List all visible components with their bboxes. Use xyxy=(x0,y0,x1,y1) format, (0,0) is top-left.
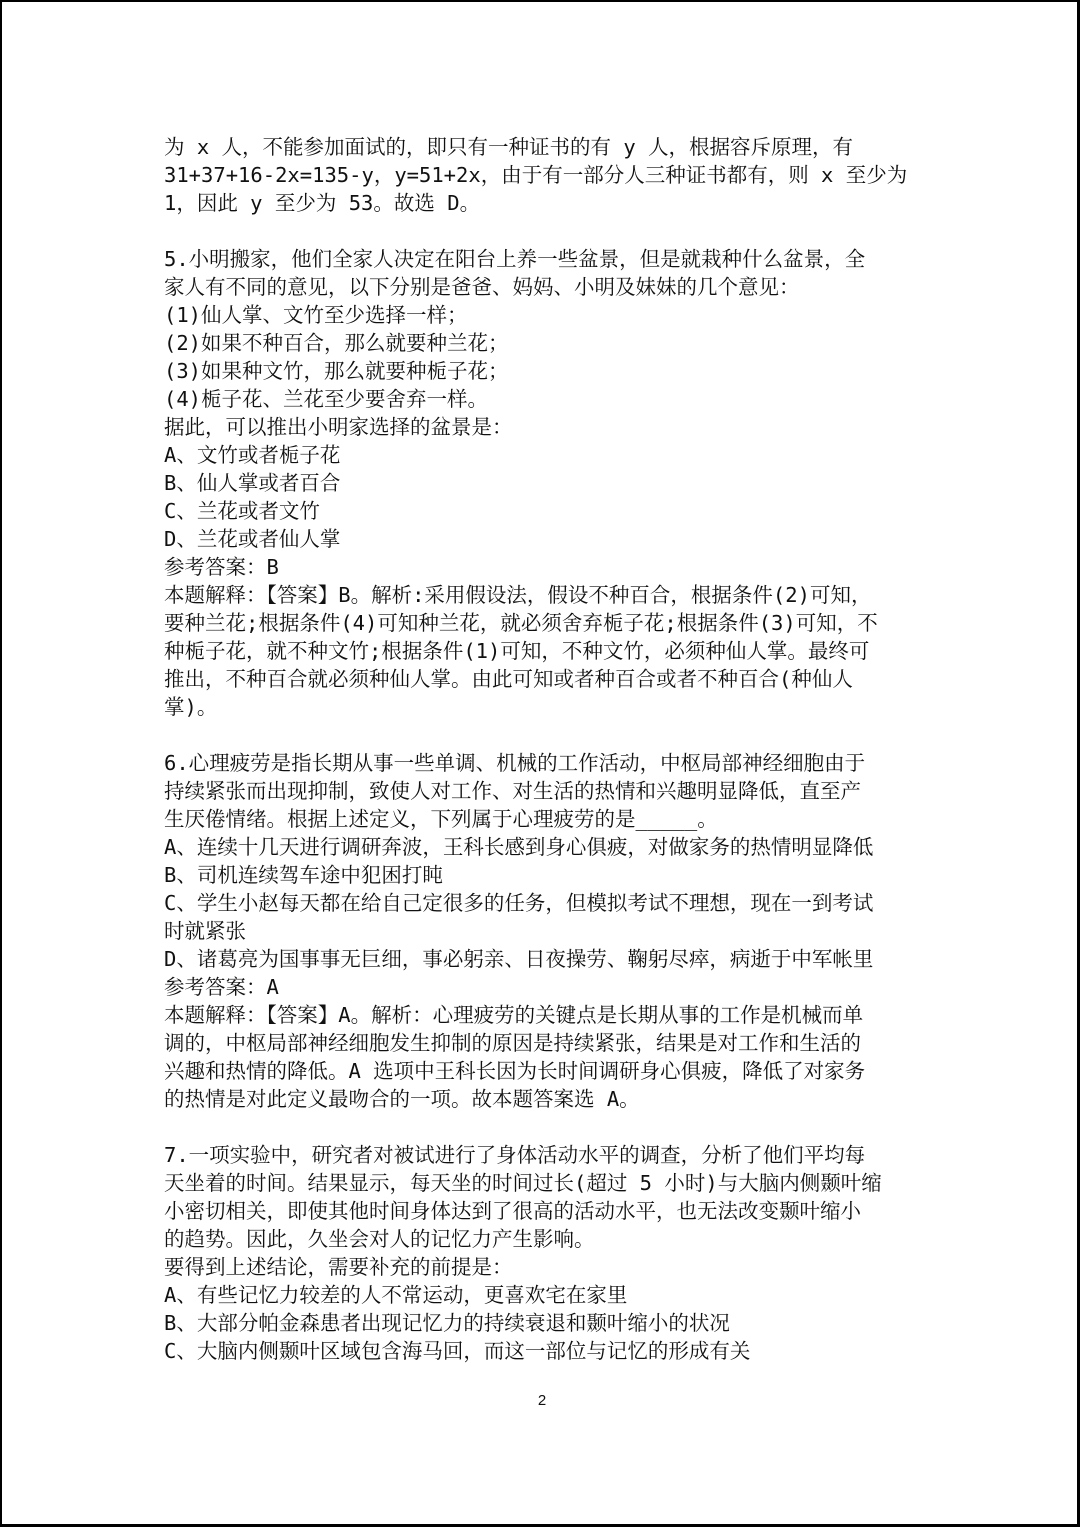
option-b: B、司机连续驾车途中犯困打盹 xyxy=(164,863,443,887)
text-line: 的热情是对此定义最吻合的一项。故本题答案选 A。 xyxy=(164,1087,640,1111)
explanation xyxy=(164,581,924,721)
page-content xyxy=(164,133,924,1365)
text-line: 的趋势。因此，久坐会对人的记忆力产生影响。 xyxy=(164,1227,595,1251)
page-number: 2 xyxy=(537,1392,547,1409)
text-line: 种栀子花，就不种文竹;根据条件(1)可知，不种文竹，必须种仙人掌。最终可 xyxy=(164,639,870,663)
text-line: 调的，中枢局部神经细胞发生抑制的原因是持续紧张，结果是对工作和生活的 xyxy=(164,1031,861,1055)
option-b: B、大部分帕金森患者出现记忆力的持续衰退和颞叶缩小的状况 xyxy=(164,1311,730,1335)
reference-answer: 参考答案：A xyxy=(164,975,279,999)
text-line: 5.小明搬家，他们全家人决定在阳台上养一些盆景，但是就栽种什么盆景，全 xyxy=(164,247,866,271)
text-line: 要种兰花;根据条件(4)可知种兰花，就必须舍弃栀子花;根据条件(3)可知，不 xyxy=(164,611,878,635)
option-a: A、连续十几天进行调研奔波，王科长感到身心俱疲，对做家务的热情明显降低 xyxy=(164,835,874,859)
paragraph-gap xyxy=(164,217,924,245)
text-line: 生厌倦情绪。根据上述定义，下列属于心理疲劳的是_____。 xyxy=(164,807,718,831)
text-line: 本题解释：【答案】A。解析：心理疲劳的关键点是长期从事的工作是机械而单 xyxy=(164,1003,864,1027)
text-line: 持续紧张而出现抑制，致使人对工作、对生活的热情和兴趣明显降低，直至产 xyxy=(164,779,861,803)
question-stem xyxy=(164,1141,924,1281)
text-line: 天坐着的时间。结果显示，每天坐的时间过长(超过 5 小时)与大脑内侧颞叶缩 xyxy=(164,1171,882,1195)
question-stem xyxy=(164,245,924,441)
condition-1: (1)仙人掌、文竹至少选择一样； xyxy=(164,303,468,327)
text-line: 1，因此 y 至少为 53。故选 D。 xyxy=(164,191,481,215)
question-prompt: 要得到上述结论，需要补充的前提是： xyxy=(164,1255,513,1279)
option-d: D、诸葛亮为国事事无巨细，事必躬亲、日夜操劳、鞠躬尽瘁，病逝于中军帐里 xyxy=(164,947,874,971)
text-line: 小密切相关，即使其他时间身体达到了很高的活动水平，也无法改变颞叶缩小 xyxy=(164,1199,861,1223)
option-c: C、大脑内侧颞叶区域包含海马回，而这一部位与记忆的形成有关 xyxy=(164,1339,751,1363)
option-d: D、兰花或者仙人掌 xyxy=(164,527,341,551)
text-line: 掌)。 xyxy=(164,695,218,719)
question-options xyxy=(164,441,924,553)
question-options xyxy=(164,1281,924,1365)
text-line: 7.一项实验中，研究者对被试进行了身体活动水平的调查，分析了他们平均每 xyxy=(164,1143,866,1167)
question-stem xyxy=(164,749,924,833)
text-line: 为 x 人，不能参加面试的，即只有一种证书的有 y 人，根据容斥原理，有 xyxy=(164,135,854,159)
question-7 xyxy=(164,1141,924,1365)
paragraph-gap xyxy=(164,1113,924,1141)
option-c: C、兰花或者文竹 xyxy=(164,499,320,523)
text-line: 本题解释：【答案】B。解析:采用假设法，假设不种百合，根据条件(2)可知， xyxy=(164,583,872,607)
explanation xyxy=(164,1001,924,1113)
condition-2: (2)如果不种百合，那么就要种兰花； xyxy=(164,331,509,355)
text-line: 家人有不同的意见，以下分别是爸爸、妈妈、小明及妹妹的几个意见： xyxy=(164,275,800,299)
previous-explanation-continuation xyxy=(164,133,924,217)
question-prompt: 据此，可以推出小明家选择的盆景是： xyxy=(164,415,513,439)
option-b: B、仙人掌或者百合 xyxy=(164,471,341,495)
text-line: 推出，不种百合就必须种仙人掌。由此可知或者种百合或者不种百合(种仙人 xyxy=(164,667,853,691)
condition-4: (4)栀子花、兰花至少要舍弃一样。 xyxy=(164,387,489,411)
option-c: C、学生小赵每天都在给自己定很多的任务，但模拟考试不理想，现在一到考试 xyxy=(164,891,874,915)
question-options xyxy=(164,833,924,973)
paragraph-gap xyxy=(164,721,924,749)
question-6 xyxy=(164,749,924,1113)
condition-3: (3)如果种文竹，那么就要种栀子花； xyxy=(164,359,509,383)
question-5 xyxy=(164,245,924,721)
text-line: 6.心理疲劳是指长期从事一些单调、机械的工作活动，中枢局部神经细胞由于 xyxy=(164,751,866,775)
text-line: 31+37+16-2x=135-y，y=51+2x，由于有一部分人三种证书都有，则 x 至少为 xyxy=(164,163,908,187)
option-a: A、有些记忆力较差的人不常运动，更喜欢宅在家里 xyxy=(164,1283,628,1307)
text-line: 兴趣和热情的降低。A 选项中王科长因为长时间调研身心俱疲，降低了对家务 xyxy=(164,1059,866,1083)
option-c-continued: 时就紧张 xyxy=(164,919,246,943)
option-a: A、文竹或者栀子花 xyxy=(164,443,341,467)
reference-answer: 参考答案：B xyxy=(164,555,279,579)
